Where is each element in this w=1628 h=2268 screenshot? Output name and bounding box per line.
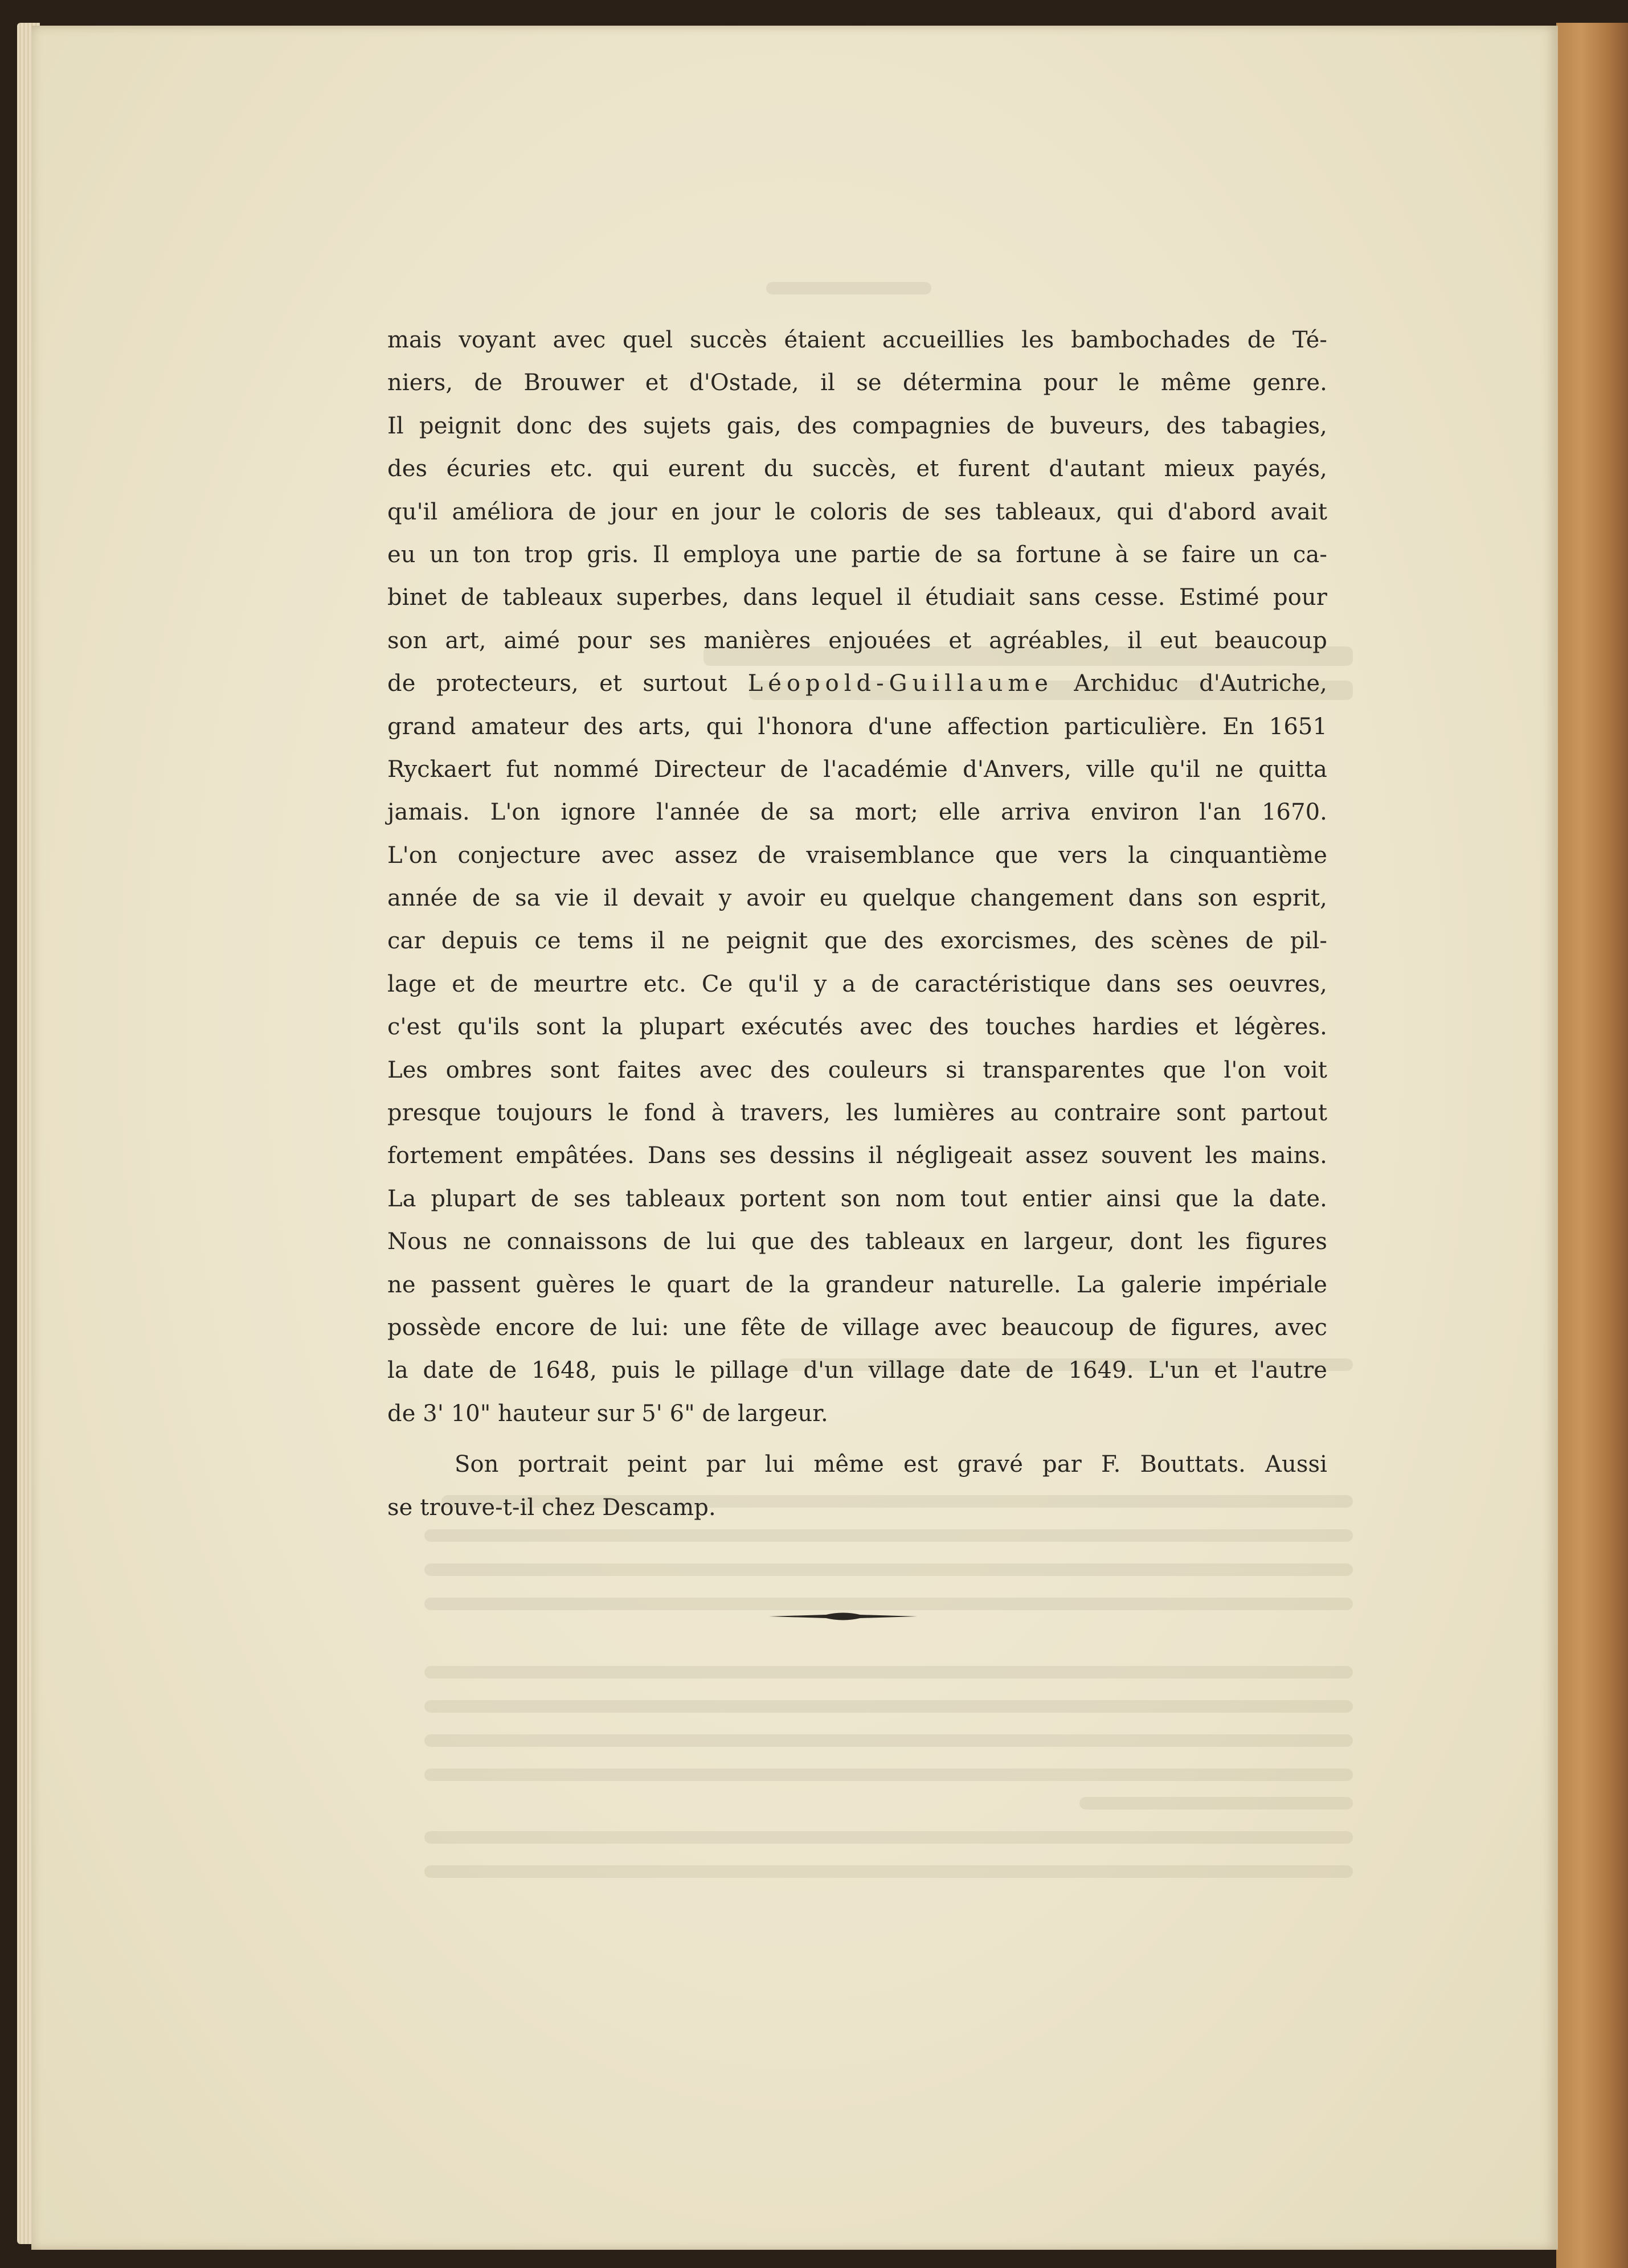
- text-line: fortement empâtées. Dans ses dessins il négligeait assez souvent les mains.: [387, 1143, 1327, 1169]
- show-through-line: [424, 1529, 1353, 1542]
- text-fragment: Archiduc d'Autriche,: [1074, 670, 1327, 697]
- text-line: binet de tableaux superbes, dans lequel il étudiait sans cesse. Estimé pour: [387, 584, 1327, 611]
- text-line: Il peignit donc des sujets gais, des compagnies de buveurs, des tabagies,: [387, 412, 1327, 439]
- text-line: car depuis ce tems il ne peignit que des exorcismes, des scènes de pil-: [387, 928, 1327, 955]
- show-through-line: [424, 1700, 1353, 1713]
- text-line: L'on conjecture avec assez de vraisemblance que vers la cinquantième: [387, 842, 1327, 869]
- text-line: [387, 662, 1327, 705]
- show-through-line: [424, 1598, 1353, 1610]
- spaced-name: Léopold-Guillaume: [747, 670, 1053, 697]
- text-line: La plupart de ses tableaux portent son nom tout entier ainsi que la date.: [387, 1185, 1327, 1212]
- text-line: eu un ton trop gris. Il employa une partie de sa fortune à se faire un ca-: [387, 541, 1327, 568]
- text-line: de 3' 10" hauteur sur 5' 6" de largeur.: [387, 1400, 828, 1427]
- paragraph: [387, 319, 1327, 1435]
- text-line: c'est qu'ils sont la plupart exécutés avec des touches hardies et légères.: [387, 1014, 1327, 1041]
- text-line: année de sa vie il devait y avoir eu quelque changement dans son esprit,: [387, 885, 1327, 912]
- show-through-line: [424, 1865, 1353, 1878]
- show-through-line: [424, 1666, 1353, 1679]
- text-line: Son portrait peint par lui même est gravé par F. Bouttats. Aussi: [455, 1451, 1327, 1478]
- text-line: la date de 1648, puis le pillage d'un village date de 1649. L'un et l'autre: [387, 1357, 1327, 1384]
- ornamental-rule: [769, 1610, 917, 1623]
- text-line: lage et de meurtre etc. Ce qu'il y a de caractéristique dans ses oeuvres,: [387, 971, 1327, 997]
- text-line: Les ombres sont faites avec des couleurs si transparentes que l'on voit: [387, 1057, 1327, 1083]
- text-line: qu'il améliora de jour en jour le coloris de ses tableaux, qui d'abord avait: [387, 498, 1327, 525]
- text-line: son art, aimé pour ses manières enjouées et agréables, il eut beaucoup: [387, 627, 1327, 654]
- show-through-line: [766, 282, 931, 294]
- text-line: des écuries etc. qui eurent du succès, et furent d'autant mieux payés,: [387, 456, 1327, 482]
- text-line: possède encore de lui: une fête de village avec beaucoup de figures, avec: [387, 1314, 1327, 1341]
- text-line: presque toujours le fond à travers, les lumières au contraire sont partout: [387, 1100, 1327, 1127]
- paragraph: [387, 1443, 1327, 1529]
- text-line: mais voyant avec quel succès étaient accueillies les bambochades de Té-: [387, 327, 1327, 353]
- show-through-line: [1079, 1797, 1353, 1810]
- text-line: ne passent guères le quart de la grandeur naturelle. La galerie impériale: [387, 1271, 1327, 1298]
- text-line: Ryckaert fut nommé Directeur de l'académie d'Anvers, ville qu'il ne quitta: [387, 756, 1327, 783]
- text-line: niers, de Brouwer et d'Ostade, il se détermina pour le même genre.: [387, 370, 1327, 396]
- show-through-line: [424, 1734, 1353, 1747]
- text-line: jamais. L'on ignore l'année de sa mort; elle arriva environ l'an 1670.: [387, 799, 1327, 826]
- text-line: se trouve-t-il chez Descamp.: [387, 1494, 716, 1521]
- book-spine-edge: [1556, 23, 1628, 2268]
- body-text: [387, 319, 1327, 1529]
- show-through-line: [424, 1768, 1353, 1781]
- show-through-line: [424, 1563, 1353, 1576]
- text-fragment: de protecteurs, et surtout: [387, 670, 727, 697]
- show-through-line: [424, 1831, 1353, 1844]
- text-line: grand amateur des arts, qui l'honora d'une affection particulière. En 1651: [387, 713, 1327, 740]
- text-line: Nous ne connaissons de lui que des tableaux en largeur, dont les figures: [387, 1229, 1327, 1255]
